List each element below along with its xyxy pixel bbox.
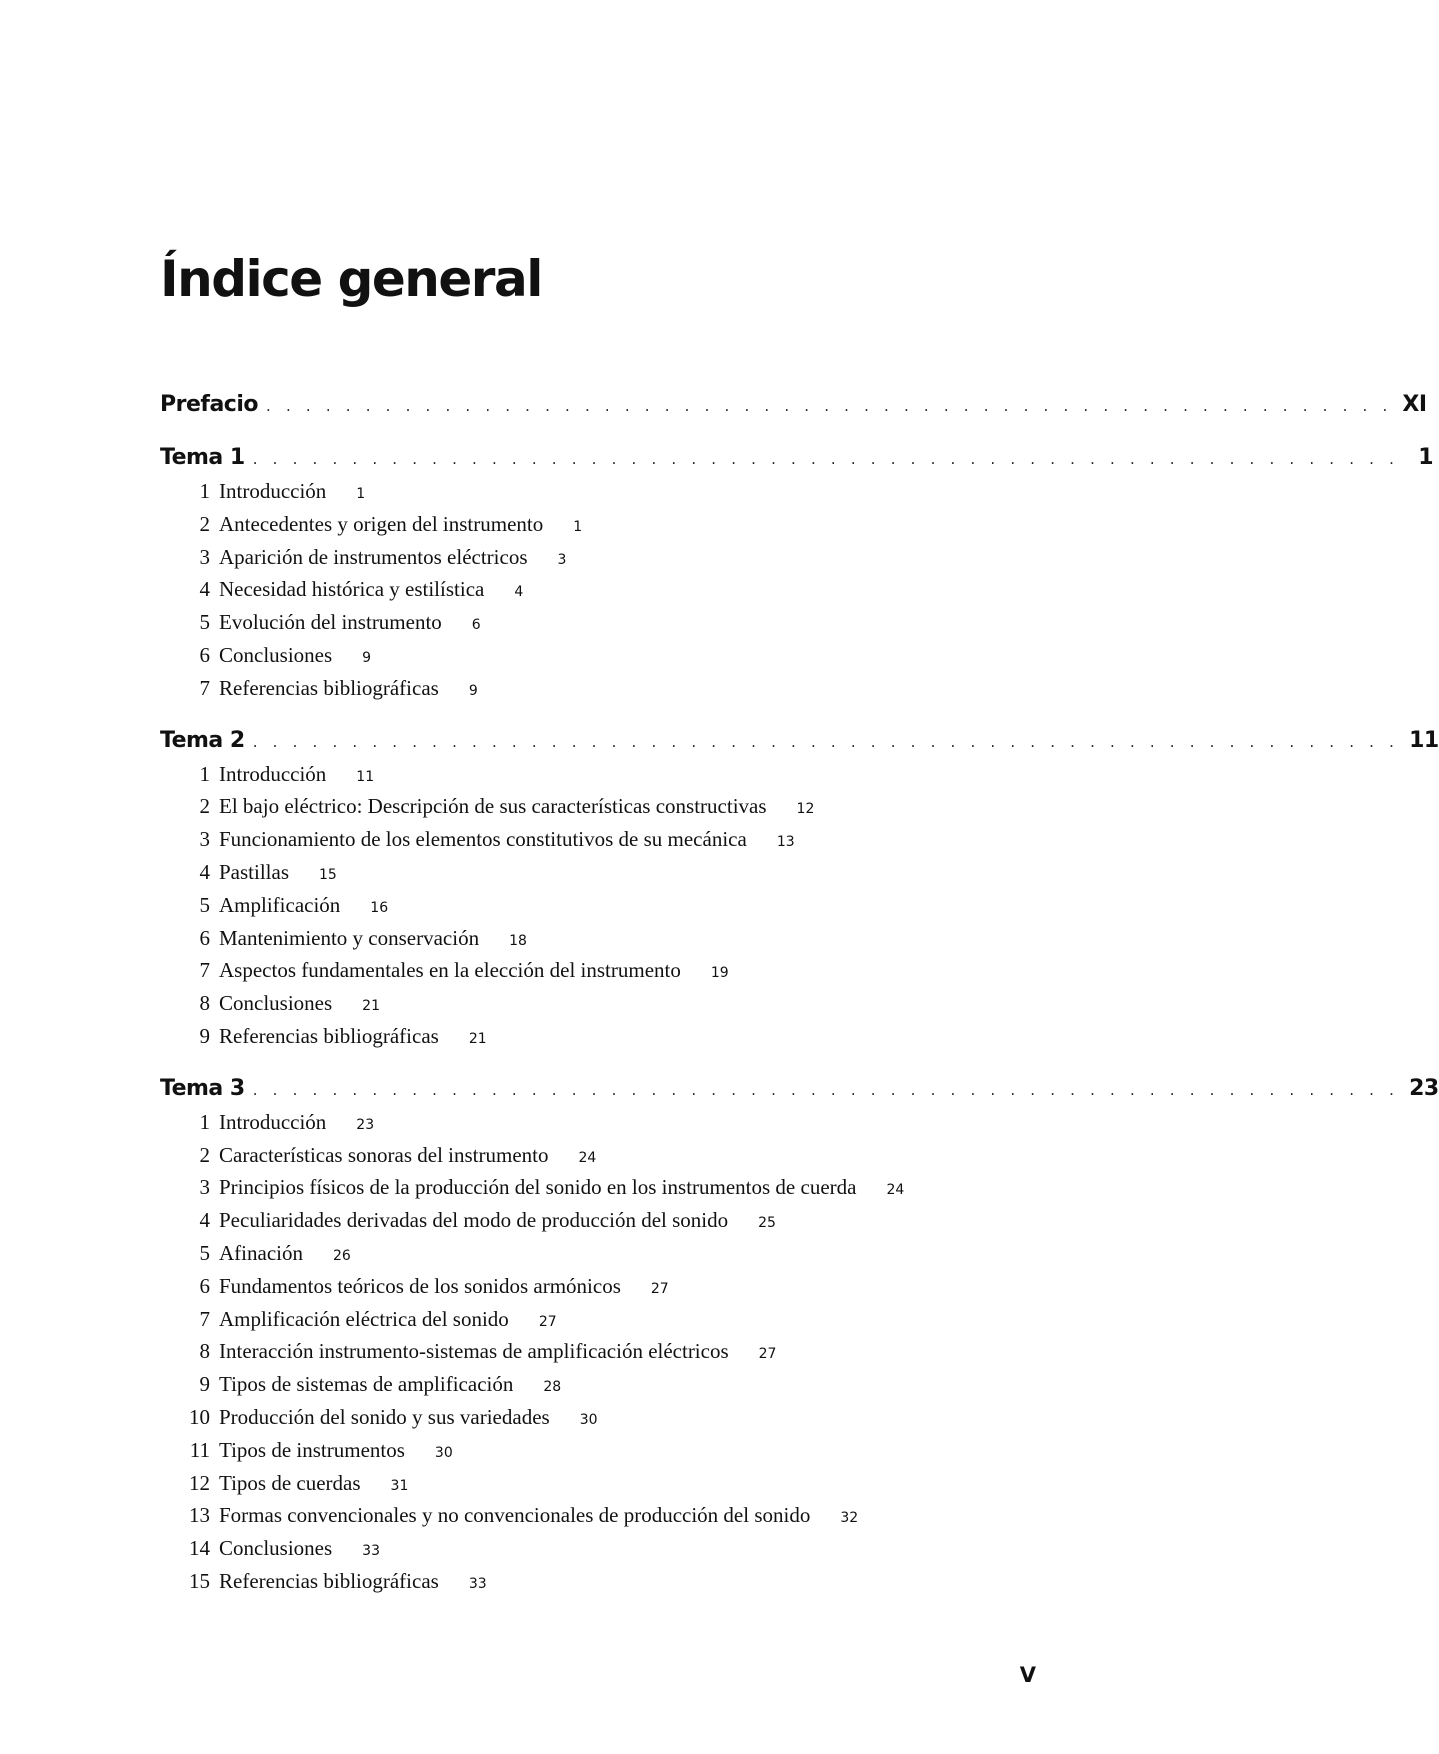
entry-title: Fundamentos teóricos de los sonidos armónicos bbox=[219, 1273, 621, 1298]
entry-page-number: 21 bbox=[468, 1030, 487, 1047]
entry-number: 2 bbox=[199, 511, 210, 536]
entry-page-number: 1 bbox=[573, 518, 583, 535]
toc-section-heading[interactable] bbox=[160, 723, 1439, 758]
toc-entry[interactable] bbox=[160, 1139, 1036, 1172]
entry-page-number: 33 bbox=[468, 1575, 487, 1592]
entry-title: Introducción bbox=[219, 761, 327, 786]
toc-entry[interactable] bbox=[160, 1368, 1036, 1401]
section-page-number: 1 bbox=[1418, 445, 1434, 470]
entry-page-number: 9 bbox=[362, 649, 372, 666]
entry-page-number: 1 bbox=[356, 486, 366, 502]
dot-leader: . . . . . . . . . . . . . . . . . . . . . . . . . . . . . . . . . . . . . . . . . . . . . . . . . . . . . . . . . . bbox=[252, 450, 1400, 468]
entry-title: Peculiaridades derivadas del modo de producción del sonido bbox=[219, 1208, 729, 1233]
toc-section-heading[interactable] bbox=[160, 387, 1427, 422]
toc-entry[interactable] bbox=[160, 1499, 1036, 1532]
entry-title: Aspectos fundamentales en la elección del instrumento bbox=[219, 958, 681, 983]
toc-entry[interactable] bbox=[160, 1434, 1036, 1467]
entry-number: 5 bbox=[199, 892, 210, 917]
entry-number: 5 bbox=[199, 610, 210, 635]
entry-number: 13 bbox=[189, 1503, 210, 1528]
entry-title: Amplificación eléctrica del sonido bbox=[219, 1306, 509, 1331]
entry-number: 3 bbox=[199, 827, 210, 852]
entry-page-number: 6 bbox=[471, 617, 481, 634]
entry-page-number: 24 bbox=[886, 1182, 905, 1199]
toc-entry[interactable] bbox=[160, 1020, 1036, 1053]
entry-number: 4 bbox=[199, 577, 210, 602]
toc-entry[interactable] bbox=[160, 856, 1036, 889]
toc-entry-list bbox=[160, 1106, 1036, 1598]
toc-section-heading[interactable] bbox=[160, 440, 1434, 475]
toc-entry[interactable] bbox=[160, 1106, 1036, 1139]
entry-page-number: 30 bbox=[434, 1444, 453, 1461]
toc-entry[interactable] bbox=[160, 954, 1036, 987]
dot-leader: . . . . . . . . . . . . . . . . . . . . . . . . . . . . . . . . . . . . . . . . . . . . . . . . . . . . . . . . . . bbox=[252, 1080, 1400, 1099]
entry-page-number: 3 bbox=[557, 551, 567, 568]
entry-page-number: 16 bbox=[370, 899, 389, 916]
entry-page-number: 18 bbox=[509, 932, 527, 949]
entry-title: Producción del sonido y sus variedades bbox=[219, 1404, 550, 1429]
section-label: Tema 3 bbox=[160, 1075, 245, 1101]
entry-page-number: 27 bbox=[650, 1280, 669, 1297]
toc-section bbox=[160, 723, 1439, 1053]
entry-number: 3 bbox=[199, 544, 210, 569]
section-label: Prefacio bbox=[160, 392, 259, 417]
section-page-number: 11 bbox=[1409, 727, 1439, 753]
toc-entry[interactable] bbox=[160, 1532, 1036, 1565]
entry-page-number: 13 bbox=[776, 834, 795, 851]
section-label: Tema 2 bbox=[160, 727, 245, 753]
entry-number: 11 bbox=[189, 1437, 210, 1462]
entry-title: Referencias bibliográficas bbox=[219, 1023, 439, 1048]
entry-title: Amplificación bbox=[219, 892, 341, 917]
entry-title: Conclusiones bbox=[219, 991, 333, 1016]
toc-entry[interactable] bbox=[160, 573, 1036, 606]
entry-page-number: 25 bbox=[758, 1215, 776, 1232]
entry-page-number: 11 bbox=[356, 768, 375, 785]
toc-entry[interactable] bbox=[160, 758, 1036, 791]
entry-page-number: 19 bbox=[710, 965, 729, 982]
toc-entry-list bbox=[160, 475, 1036, 705]
toc-entry[interactable] bbox=[160, 1335, 1036, 1368]
entry-number: 1 bbox=[199, 479, 210, 503]
toc-entry[interactable] bbox=[160, 639, 1036, 672]
toc-entry-list bbox=[160, 758, 1036, 1053]
entry-number: 2 bbox=[199, 1142, 210, 1167]
toc-entry[interactable] bbox=[160, 672, 1036, 705]
entry-title: Antecedentes y origen del instrumento bbox=[219, 511, 544, 536]
toc-section bbox=[160, 440, 1434, 705]
dot-leader: . . . . . . . . . . . . . . . . . . . . . . . . . . . . . . . . . . . . . . . . . . . . . . . . . . . . . . . . . . bbox=[252, 732, 1400, 751]
entry-page-number: 28 bbox=[543, 1379, 562, 1396]
toc-entry[interactable] bbox=[160, 1171, 1036, 1204]
toc-entry[interactable] bbox=[160, 1565, 1036, 1598]
entry-number: 9 bbox=[199, 1372, 210, 1397]
toc-section bbox=[160, 1071, 1439, 1598]
entry-number: 7 bbox=[199, 675, 210, 700]
entry-page-number: 24 bbox=[578, 1149, 597, 1166]
entry-number: 1 bbox=[199, 761, 210, 786]
entry-number: 1 bbox=[199, 1109, 210, 1134]
toc-entry[interactable] bbox=[160, 922, 1036, 955]
section-page-number: XI bbox=[1402, 392, 1427, 417]
table-of-contents bbox=[160, 387, 1439, 1598]
toc-entry[interactable] bbox=[160, 1467, 1036, 1500]
entry-page-number: 33 bbox=[362, 1543, 380, 1560]
section-page-number: 23 bbox=[1409, 1075, 1439, 1101]
entry-page-number: 23 bbox=[356, 1116, 375, 1133]
toc-entry[interactable] bbox=[160, 790, 1036, 823]
entry-number: 7 bbox=[199, 958, 210, 983]
toc-section-heading[interactable] bbox=[160, 1071, 1439, 1106]
page-title: Índice general bbox=[160, 250, 542, 308]
toc-entry[interactable] bbox=[160, 508, 1036, 541]
toc-entry[interactable] bbox=[160, 1270, 1036, 1303]
toc-entry[interactable] bbox=[160, 606, 1036, 639]
dot-leader: . . . . . . . . . . . . . . . . . . . . . . . . . . . . . . . . . . . . . . . . . . . . . . . . . . . . . . . . . bbox=[266, 397, 1393, 415]
entry-page-number: 31 bbox=[390, 1477, 409, 1494]
entry-title: Formas convencionales y no convencionales de producción del sonido bbox=[219, 1503, 811, 1528]
toc-entry[interactable] bbox=[160, 1303, 1036, 1336]
entry-page-number: 27 bbox=[758, 1346, 777, 1363]
entry-number: 6 bbox=[199, 925, 210, 950]
section-label: Tema 1 bbox=[160, 445, 245, 470]
entry-number: 3 bbox=[199, 1175, 210, 1200]
entry-title: Tipos de cuerdas bbox=[219, 1470, 361, 1495]
entry-number: 8 bbox=[199, 1339, 210, 1364]
entry-number: 4 bbox=[199, 1208, 210, 1233]
entry-title: Conclusiones bbox=[219, 1536, 333, 1561]
entry-title: Características sonoras del instrumento bbox=[219, 1142, 549, 1167]
entry-number: 8 bbox=[199, 991, 210, 1016]
entry-page-number: 12 bbox=[796, 801, 815, 818]
entry-title: Referencias bibliográficas bbox=[219, 1568, 439, 1593]
entry-title: Afinación bbox=[219, 1240, 303, 1265]
entry-page-number: 9 bbox=[468, 682, 478, 699]
entry-title: Tipos de instrumentos bbox=[219, 1437, 405, 1462]
toc-entry[interactable] bbox=[160, 1237, 1036, 1270]
entry-title: Introducción bbox=[219, 479, 327, 503]
entry-number: 7 bbox=[199, 1306, 210, 1331]
toc-entry[interactable] bbox=[160, 541, 1036, 574]
entry-page-number: 15 bbox=[319, 866, 337, 883]
entry-number: 5 bbox=[199, 1240, 210, 1265]
toc-entry[interactable] bbox=[160, 475, 1036, 508]
toc-entry[interactable] bbox=[160, 1204, 1036, 1237]
entry-title: Interacción instrumento-sistemas de amplificación eléctricos bbox=[219, 1339, 729, 1364]
entry-page-number: 30 bbox=[579, 1411, 598, 1428]
entry-title: Evolución del instrumento bbox=[219, 610, 442, 635]
entry-number: 4 bbox=[199, 859, 210, 884]
entry-number: 6 bbox=[199, 1273, 210, 1298]
entry-title: Tipos de sistemas de amplificación bbox=[219, 1372, 514, 1397]
entry-title: Mantenimiento y conservación bbox=[219, 925, 480, 950]
entry-title: Referencias bibliográficas bbox=[219, 675, 439, 700]
entry-number: 14 bbox=[189, 1536, 210, 1561]
entry-title: Conclusiones bbox=[219, 642, 333, 667]
toc-section bbox=[160, 387, 1427, 422]
entry-number: 9 bbox=[199, 1023, 210, 1048]
entry-title: El bajo eléctrico: Descripción de sus características constructivas bbox=[219, 794, 767, 819]
entry-page-number: 27 bbox=[538, 1313, 557, 1330]
entry-title: Principios físicos de la producción del sonido en los instrumentos de cuerda bbox=[219, 1175, 857, 1200]
document-page bbox=[160, 0, 1439, 1754]
toc-entry[interactable] bbox=[160, 1401, 1036, 1434]
page-number: V bbox=[1019, 1663, 1036, 1687]
entry-number: 6 bbox=[199, 642, 210, 667]
entry-number: 2 bbox=[199, 794, 210, 819]
toc-entry[interactable] bbox=[160, 987, 1036, 1020]
entry-title: Funcionamiento de los elementos constitutivos de su mecánica bbox=[219, 827, 747, 852]
entry-page-number: 26 bbox=[332, 1247, 351, 1264]
entry-page-number: 32 bbox=[840, 1510, 859, 1527]
entry-number: 10 bbox=[189, 1404, 210, 1429]
entry-page-number: 4 bbox=[514, 584, 524, 601]
toc-entry[interactable] bbox=[160, 823, 1036, 856]
entry-title: Pastillas bbox=[219, 859, 290, 884]
entry-title: Aparición de instrumentos eléctricos bbox=[219, 544, 528, 569]
entry-title: Necesidad histórica y estilística bbox=[219, 577, 485, 602]
entry-number: 12 bbox=[189, 1470, 210, 1495]
entry-number: 15 bbox=[189, 1568, 210, 1593]
entry-page-number: 21 bbox=[362, 998, 380, 1015]
toc-entry[interactable] bbox=[160, 889, 1036, 922]
entry-title: Introducción bbox=[219, 1109, 327, 1134]
